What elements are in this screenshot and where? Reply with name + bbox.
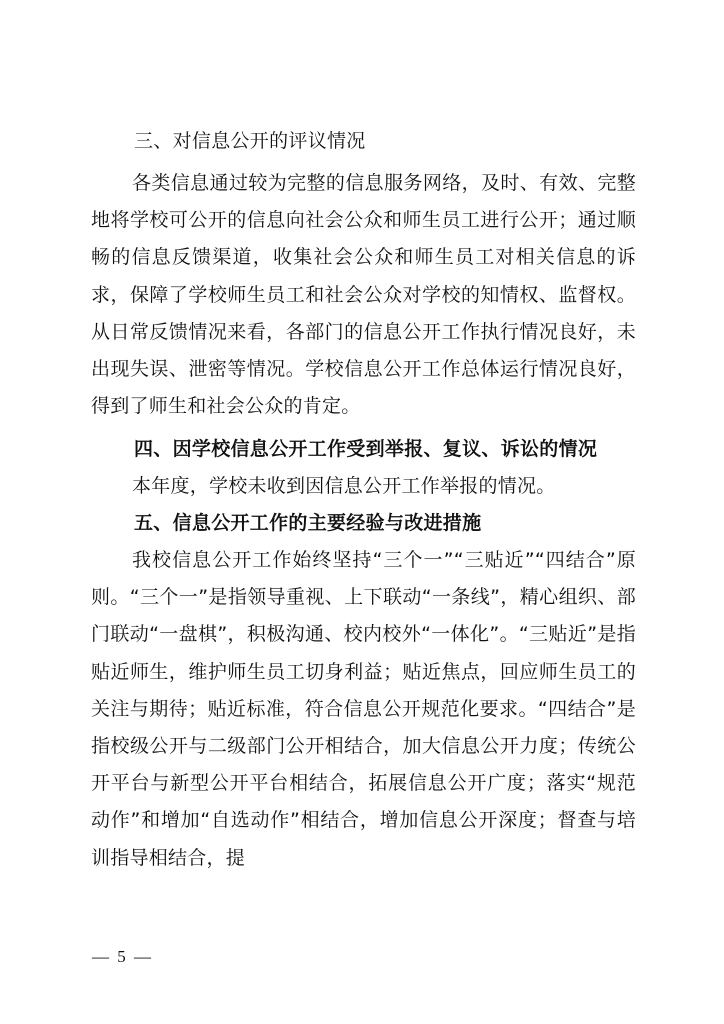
page-number: — 5 — [92, 947, 153, 966]
section-heading-evaluation: 三、对信息公开的评议情况 [134, 130, 366, 152]
paragraph-evaluation: 各类信息通过较为完整的信息服务网络，及时、有效、完整地将学校可公开的信息向社会公众和师生员工进行公开；通过顺畅的信息反馈渠道，收集社会公众和师生员工对相关信息的诉求，保障了学校师生员工和社会公众对学校的知情权、监督权。从日常反馈情况来看，各部门的信息公开工作执行情况良好，未出现失误、泄密等情况。学校信息公开工作总体运行情况良好，得到了师生和社会公众的肯定。 [91, 172, 636, 418]
paragraph-experience: 我校信息公开工作始终坚持“三个一”“三贴近”“四结合”原则。“三个一”是指领导重视、上下联动“一条线”，精心组织、部门联动“一盘棋”，积极沟通、校内校外“一体化”。“三贴近”是指贴近师生，维护师生员工切身利益；贴近焦点，回应师生员工的关注与期待；贴近标准，符合信息公开规范化要求。“四结合”是指校级公开与二级部门公开相结合，加大信息公开力度；传统公开平台与新型公开平台相结合，拓展信息公开广度；落实“规范动作”和增加“自选动作”相结合，增加信息公开深度；督查与培训指导相结合，提 [91, 549, 636, 869]
section-heading-complaints: 四、因学校信息公开工作受到举报、复议、诉讼的情况 [134, 438, 598, 460]
paragraph-complaints: 本年度，学校未收到因信息公开工作举报的情况。 [132, 475, 556, 497]
section-heading-experience: 五、信息公开工作的主要经验与改进措施 [134, 512, 482, 534]
